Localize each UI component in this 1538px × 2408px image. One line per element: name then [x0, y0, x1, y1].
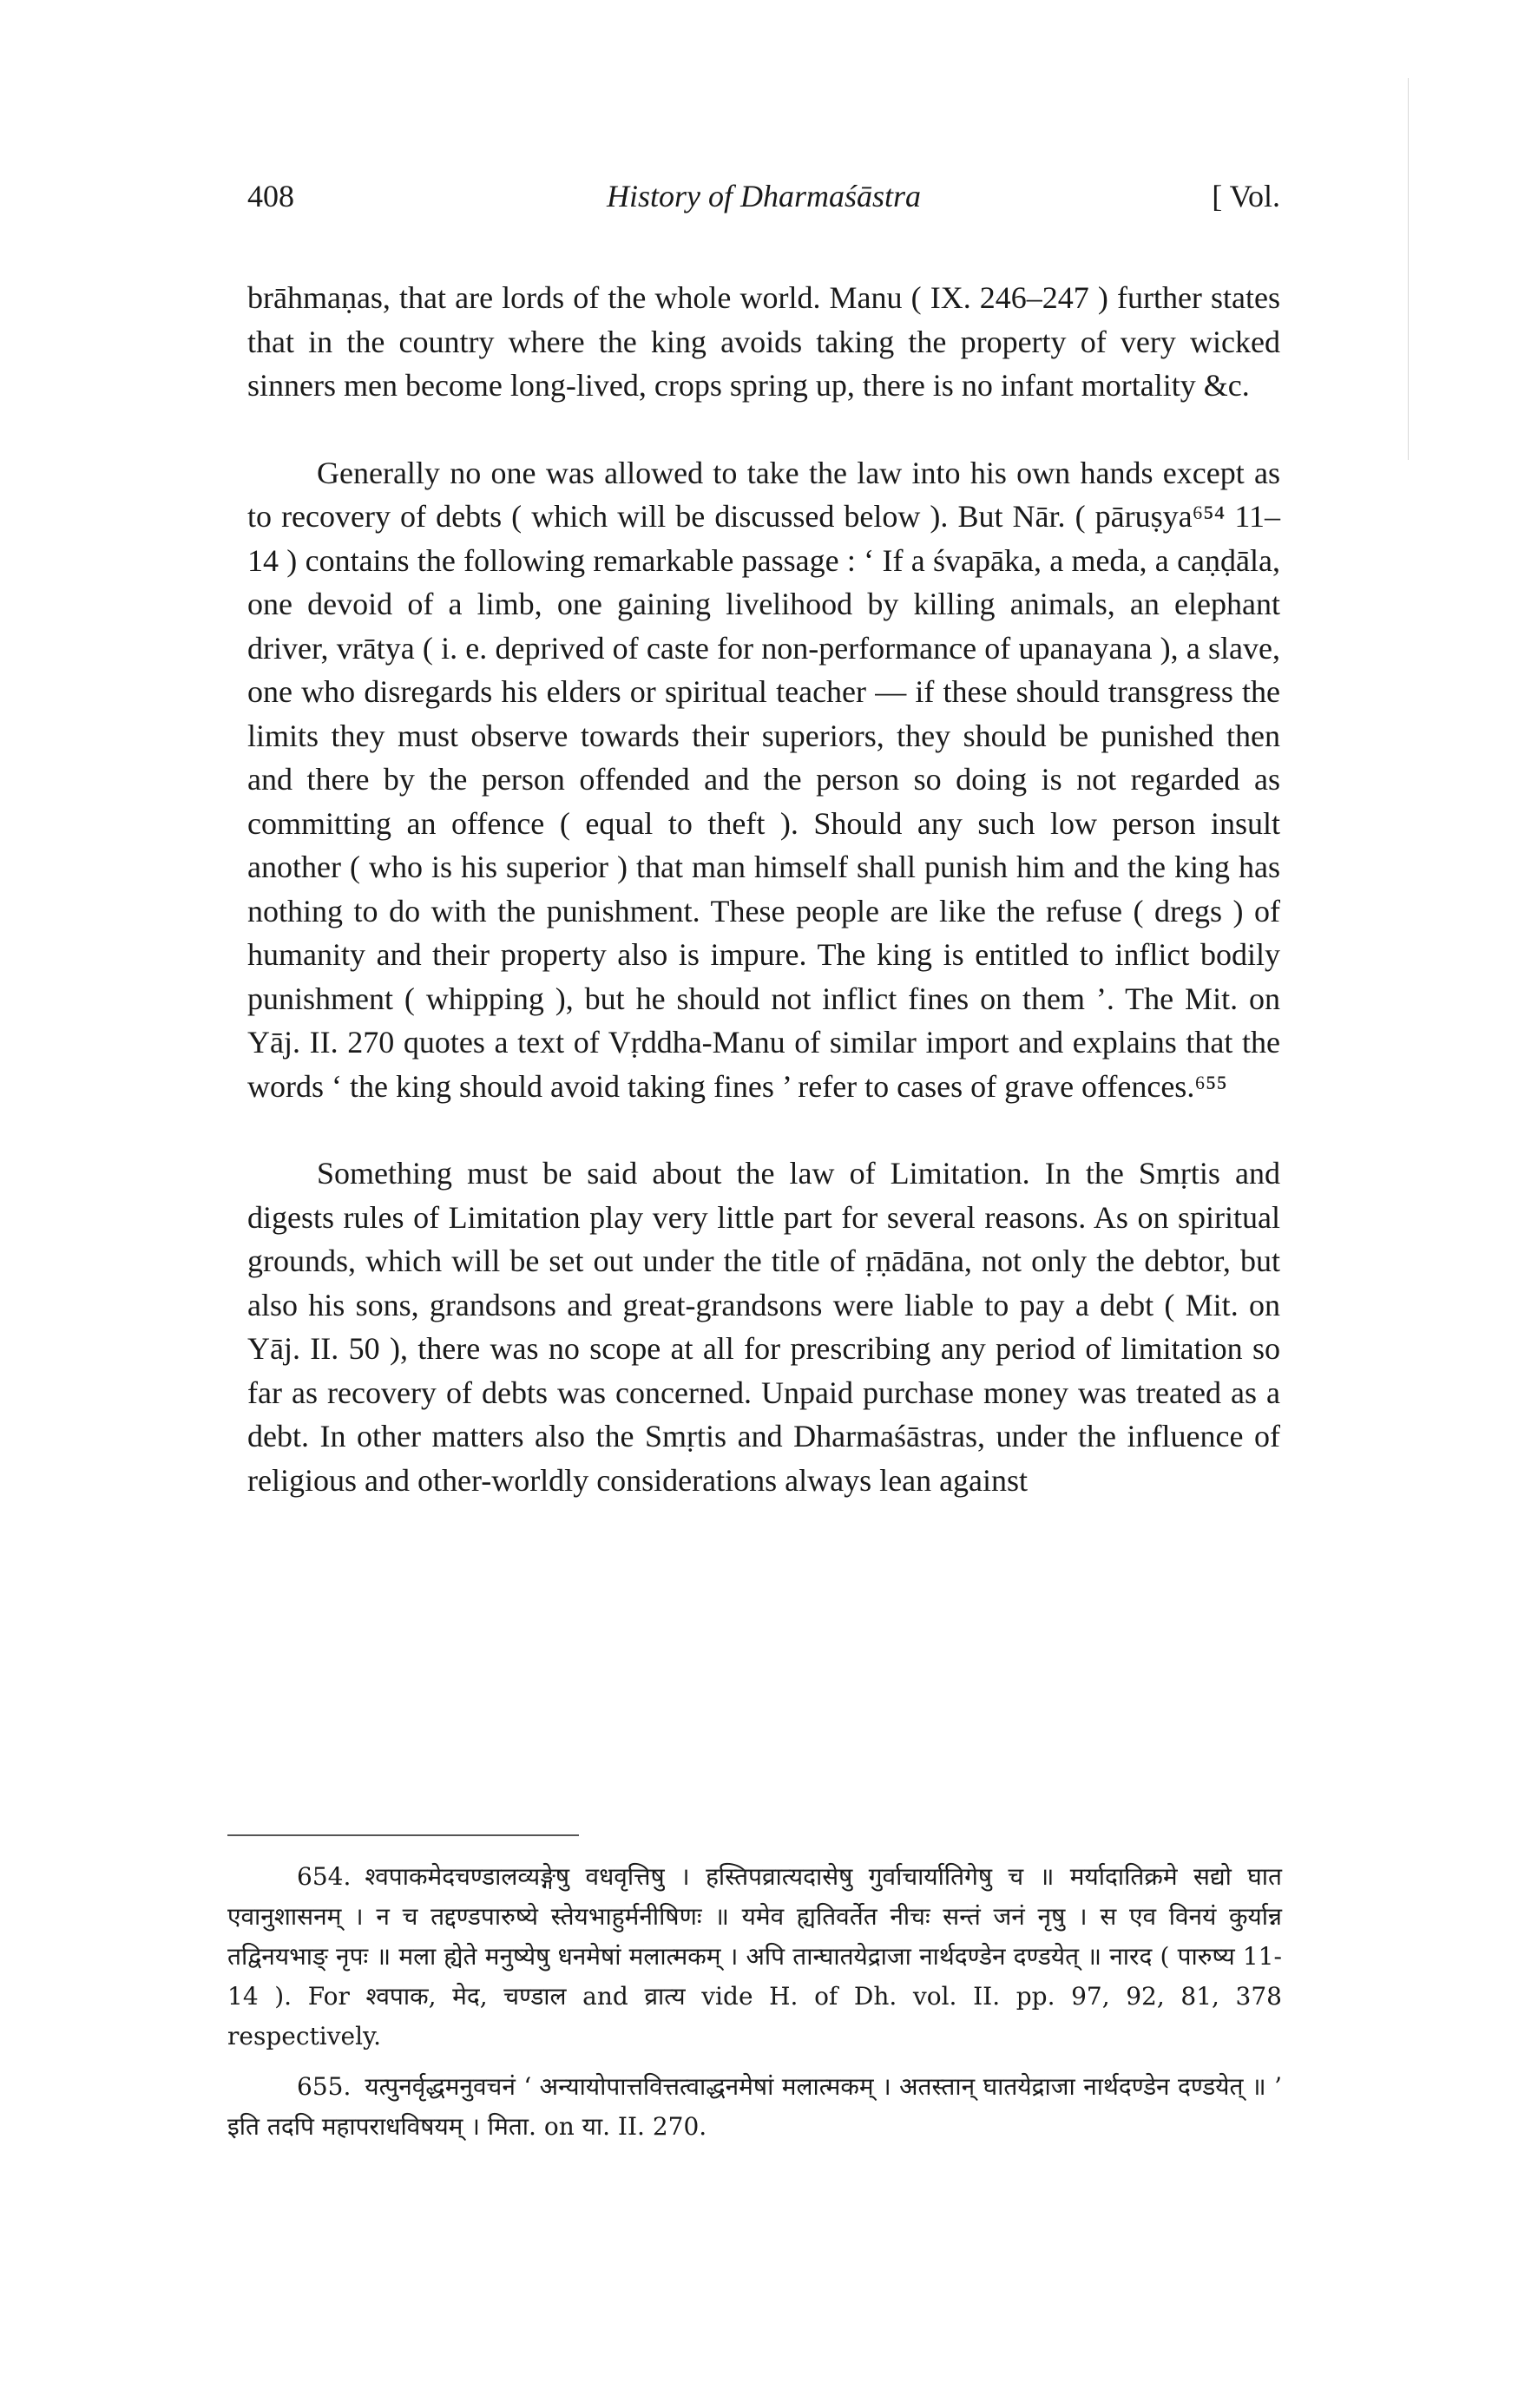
footnote-number: 655.: [297, 2072, 352, 2101]
paragraph: Generally no one was allowed to take the law into his own hands except as to recovery of debts ( which will be discussed below ). But Nār. ( pāruṣya⁶⁵⁴ 11–14 ) contains the following remarkable passage : ‘ If a śvapāka, a meda, a caṇḍāla, one devoid of a limb, one gaining livelihood by killing animals, an elephant driver, vrātya ( i. e. deprived of caste for non-performance of upanayana ), a slave, one who disregards his elders or spiritual teacher — if these should transgress the limits they must observe towards their superiors, they should be punished then and there by the person offended and the person so doing is not regarded as committing an offence ( equal to theft ). Should any such low person insult another ( who is his superior ) that man himself shall punish him and the king has nothing to do with the punishment. These people are like the refuse ( dregs ) of humanity and their property also is impure. The king is entitled to inflict bodily punishment ( whipping ), but he should not inflict fines on them ’. The Mit. on Yāj. II. 270 quotes a text of Vṛddha-Manu of similar import and explains that the words ‘ the king should avoid taking fines ’ refer to cases of grave offences.⁶⁵⁵: [247, 455, 1280, 1104]
footnote-654: [227, 1857, 1282, 2057]
footnote-text: यत्पुनर्वृद्धमनुवचनं ‘ अन्यायोपात्तवित्तत्वाद्धनमेषां मलात्मकम् । अतस्तान् घातयेद्राजा नार्थदण्डेन दण्डयेत् ॥ ’ इति तदपि महापराधविषयम् । मिता. on या. II. 270.: [227, 2072, 1282, 2141]
volume-label: [ Vol.: [1212, 179, 1280, 213]
page-header: [247, 178, 1280, 230]
footnote-rule: [227, 1834, 579, 1836]
scan-margin-line: [1408, 78, 1409, 460]
main-text: [247, 276, 1280, 1545]
footnote-number: 654.: [297, 1862, 352, 1891]
paragraph: brāhmaṇas, that are lords of the whole world. Manu ( IX. 246–247 ) further states that in the country where the king avoids taking the property of very wicked sinners men become long-lived, crops spring up, there is no infant mortality &c.: [247, 280, 1280, 403]
footnote-text: श्वपाकमेदचण्डालव्यङ्गेषु वधवृत्तिषु । हस्तिपव्रात्यदासेषु गुर्वाचार्यातिगेषु च ॥ मर्यादातिक्रमे सद्यो घात एवानुशासनम् । न च तद्दण्डपारुष्ये स्तेयभाहुर्मनीषिणः ॥ यमेव ह्यतिवर्तेत नीचः सन्तं जनं नृषु । स एव विनयं कुर्यान्न तद्विनयभाङ् नृपः ॥ मला ह्येते मनुष्येषु धनमेषां मलात्मकम् । अपि तान्घातयेद्राजा नार्थदण्डेन दण्डयेत् ॥ नारद ( पारुष्य 11-14 ). For श्वपाक, मेद, चण्डाल and व्रात्य vide H. of Dh. vol. II. pp. 97, 92, 81, 378 respectively.: [227, 1862, 1282, 2050]
footnotes: [227, 1857, 1282, 2157]
paragraph: Something must be said about the law of Limitation. In the Smṛtis and digests rules of Limitation play very little part for several reasons. As on spiritual grounds, which will be set out under the title of ṛṇādāna, not only the debtor, but also his sons, grandsons and great-grandsons were liable to pay a debt ( Mit. on Yāj. II. 50 ), there was no scope at all for prescribing any period of limitation so far as recovery of debts was concerned. Unpaid purchase money was treated as a debt. In other matters also the Smṛtis and Dharmaśāstras, under the influence of religious and other-worldly considerations always lean against: [247, 1156, 1280, 1498]
running-title: History of Dharmaśāstra: [606, 179, 922, 213]
footnote-655: [227, 2067, 1282, 2147]
page-number: 408: [247, 179, 294, 213]
